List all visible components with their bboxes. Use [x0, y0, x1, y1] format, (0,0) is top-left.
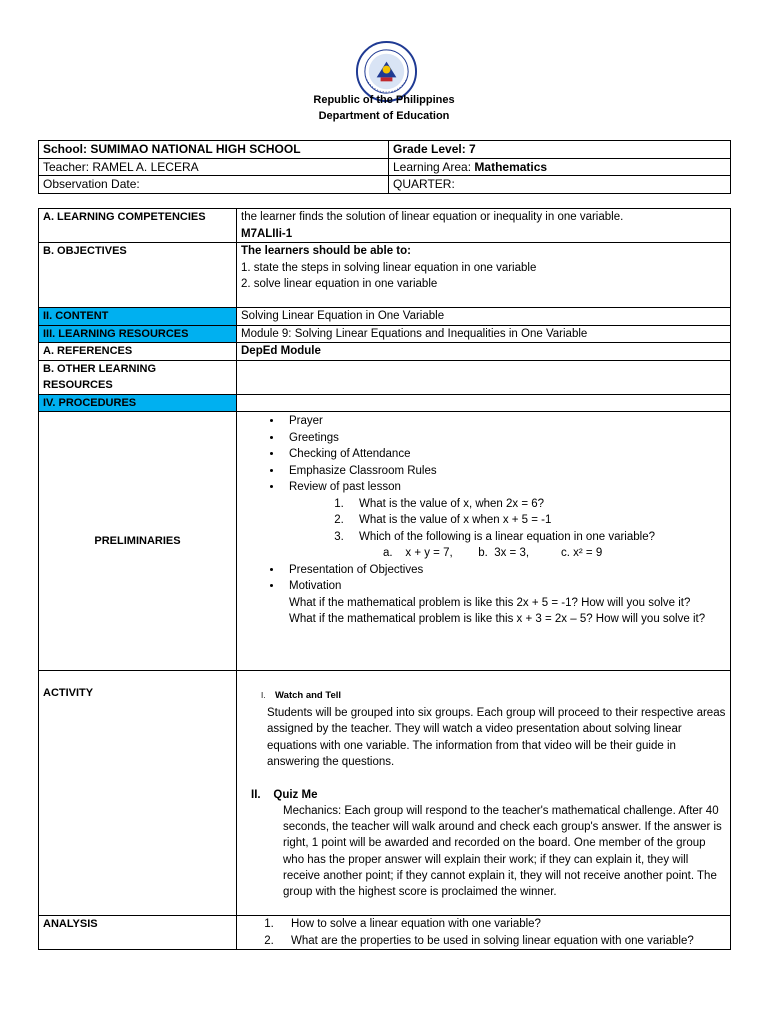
procedures-cell — [237, 394, 731, 412]
list-item: • Review of past lesson 1. What is the value of x, when 2x = 6? 2. What is the value of x when x + 5 = -1 3. Which of the following is a linear equation in one variable? a. x + y = 7, b. 3x = 3, c. x² = 9 — [283, 479, 726, 562]
objectives-label: B. OBJECTIVES — [39, 243, 237, 308]
objective-1: 1. state the steps in solving linear equation in one variable — [241, 261, 537, 274]
teacher-name: Teacher: RAMEL A. LECERA — [39, 158, 389, 176]
activity-2-text: Mechanics: Each group will respond to the teacher's mathematical challenge. After 40 seconds, the teacher will walk around and check each group's answer. If the answer is right, 1 point will be awarded and recorded on the board. One member of the group who has the proper answer will explain their work; if they can explain it, they will receive another point; if they cannot explain it, they will not receive another point. The group with the highest score is proclaimed the winner. — [283, 805, 722, 899]
analysis-cell — [237, 916, 731, 950]
preliminaries-list — [241, 413, 726, 628]
competencies-text: the learner finds the solution of linear equation or inequality in one variable. — [241, 211, 624, 223]
preliminaries-label: PRELIMINARIES — [39, 412, 237, 671]
review-question: 1. What is the value of x, when 2x = 6? — [347, 496, 726, 513]
list-item: • Checking of Attendance — [283, 446, 726, 463]
resources-label: III. LEARNING RESOURCES — [39, 325, 237, 343]
school-name: School: SUMIMAO NATIONAL HIGH SCHOOL — [39, 141, 389, 159]
activity-1-text: Students will be grouped into six groups. Each group will proceed to their respective areas assigned by the teacher. They will watch a video presentation about solving linear equations with one variable. The information from that video will be their guide in answering the questions. — [267, 706, 726, 768]
header-department: Department of Education — [318, 110, 450, 122]
resources-text: Module 9: Solving Linear Equations and Inequalities in One Variable — [237, 325, 731, 343]
list-item: • Motivation What if the mathematical problem is like this 2x + 5 = -1? How will you solve it? What if the mathematical problem is like this x + 3 = 2x – 5? How will you solve it? — [283, 578, 726, 628]
list-item: • Presentation of Objectives — [283, 562, 726, 579]
other-resources-label: B. OTHER LEARNING RESOURCES — [39, 360, 237, 394]
references-text: DepEd Module — [237, 343, 731, 361]
activity-1-heading: I. Watch and Tell — [261, 690, 342, 701]
objectives-cell — [237, 243, 731, 308]
content-text: Solving Linear Equation in One Variable — [237, 308, 731, 326]
header-republic: Republic of the Philippines — [313, 94, 455, 106]
analysis-question: 2. What are the properties to be used in solving linear equation with one variable? — [277, 933, 726, 950]
competencies-cell — [237, 209, 731, 243]
competencies-code: M7ALIIi-1 — [241, 227, 293, 240]
preliminaries-cell — [237, 412, 731, 671]
review-question: 2. What is the value of x when x + 5 = -1 — [347, 512, 726, 529]
analysis-label: ANALYSIS — [39, 916, 237, 950]
review-questions — [283, 496, 726, 546]
list-item: • Prayer — [283, 413, 726, 430]
school-info-table — [38, 140, 731, 194]
procedures-label: IV. PROCEDURES — [39, 394, 237, 412]
list-item: • Greetings — [283, 430, 726, 447]
quarter: QUARTER: — [389, 176, 731, 194]
motivation-question-2: What if the mathematical problem is like this x + 3 = 2x – 5? How will you solve it? — [289, 613, 706, 625]
activity-cell — [237, 671, 731, 916]
activity-2-heading: II. Quiz Me — [251, 788, 318, 801]
activity-label: ACTIVITY — [39, 671, 237, 916]
other-resources-cell — [237, 360, 731, 394]
references-label: A. REFERENCES — [39, 343, 237, 361]
learning-area: Learning Area: Mathematics — [389, 158, 731, 176]
motivation-question-1: What if the mathematical problem is like this 2x + 5 = -1? How will you solve it? — [289, 596, 691, 609]
review-options: a. x + y = 7, b. 3x = 3, c. x² = 9 — [383, 547, 603, 559]
objective-2: 2. solve linear equation in one variable — [241, 278, 438, 290]
observation-date: Observation Date: — [39, 176, 389, 194]
competencies-label: A. LEARNING COMPETENCIES — [39, 209, 237, 243]
analysis-question: 1. How to solve a linear equation with one variable? — [277, 916, 726, 933]
grade-level: Grade Level: 7 — [389, 141, 731, 159]
list-item: • Emphasize Classroom Rules — [283, 463, 726, 480]
analysis-questions — [241, 916, 726, 949]
lesson-plan-table — [38, 208, 731, 950]
review-question: 3. Which of the following is a linear equation in one variable? — [347, 529, 726, 546]
objectives-intro: The learners should be able to: — [241, 245, 411, 257]
content-label: II. CONTENT — [39, 308, 237, 326]
